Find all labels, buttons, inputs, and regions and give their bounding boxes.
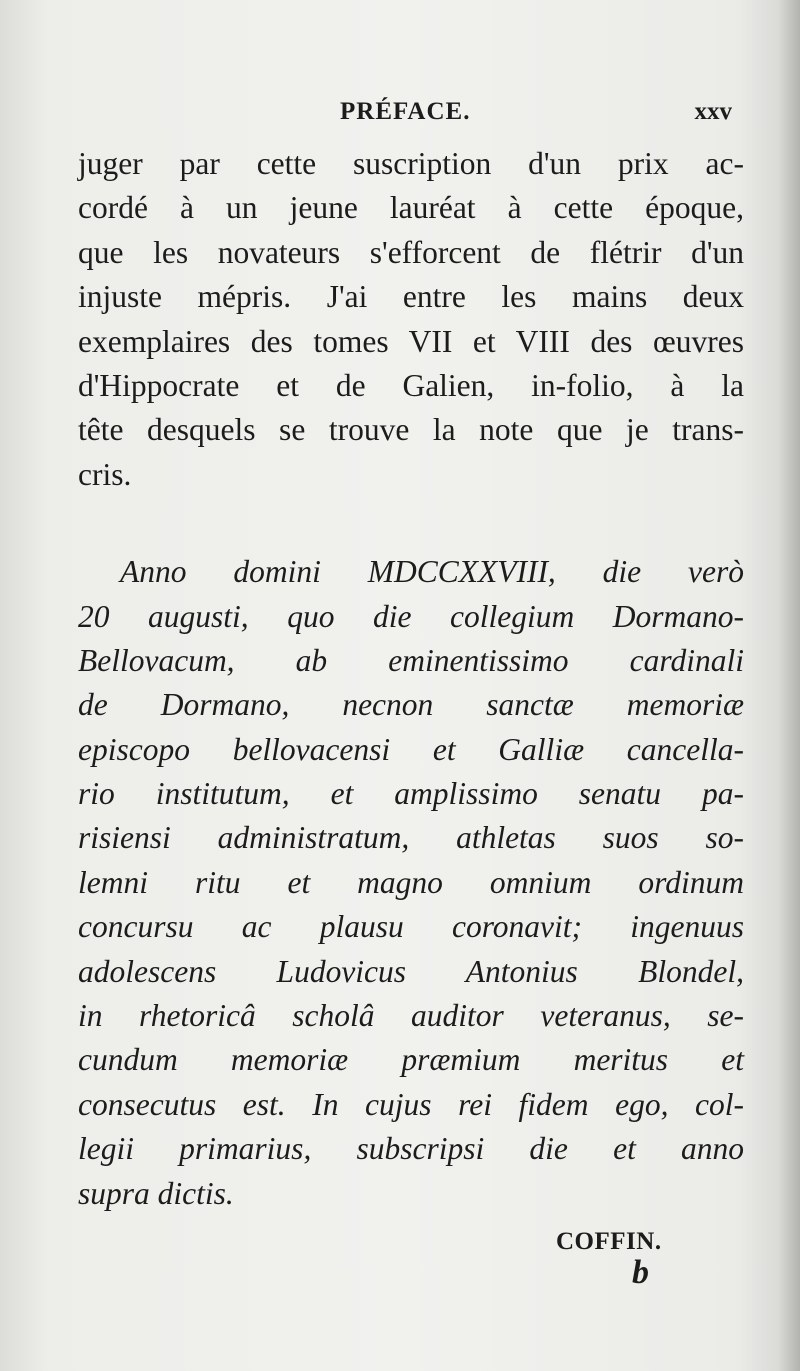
text-line: adolescens Ludovicus Antonius Blondel, (78, 953, 744, 989)
text-line: risiensi administratum, athletas suos so- (78, 820, 744, 856)
paragraph-latin-inscription (78, 550, 744, 1216)
text-line: injuste mépris. J'ai entre les mains deux (78, 279, 744, 315)
text-line: lemni ritu et magno omnium ordinum (78, 864, 744, 900)
text-line: rio institutum, et amplissimo senatu pa- (78, 776, 744, 812)
text-line: Anno domini MDCCXXVIII, die verò (120, 554, 744, 590)
text-line: cundum memoriæ præmium meritus et (78, 1042, 744, 1078)
text-line: cris. (78, 456, 132, 492)
text-line: legii primarius, subscripsi die et anno (78, 1131, 744, 1167)
text-line: juger par cette suscription d'un prix ac- (78, 146, 744, 181)
running-title: PRÉFACE. (340, 98, 471, 125)
page-body (78, 142, 744, 1216)
signature-name: COFFIN. (556, 1228, 662, 1255)
text-line: tête desquels se trouve la note que je trans- (78, 412, 744, 448)
text-line: supra dictis. (78, 1175, 234, 1211)
text-line: d'Hippocrate et de Galien, in-folio, à la (78, 367, 744, 403)
text-line: Bellovacum, ab eminentissimo cardinali (78, 642, 744, 678)
text-line: que les novateurs s'efforcent de flétrir d'un (78, 234, 744, 270)
page-edge-shadow (778, 0, 800, 1371)
text-line: consecutus est. In cujus rei fidem ego, col- (78, 1086, 744, 1122)
paragraph-french (78, 142, 744, 497)
text-line: exemplaires des tomes VII et VIII des œuvres (78, 323, 744, 359)
text-line: episcopo bellovacensi et Galliæ cancella- (78, 731, 744, 767)
signature-mark: b (632, 1254, 649, 1291)
page-header (340, 98, 740, 138)
text-line: in rhetoricâ scholâ auditor veteranus, se- (78, 998, 744, 1034)
page-number: xxv (694, 98, 732, 125)
text-line: cordé à un jeune lauréat à cette époque, (78, 190, 744, 226)
text-line: 20 augusti, quo die collegium Dormano- (78, 598, 744, 634)
text-line: concursu ac plausu coronavit; ingenuus (78, 909, 744, 945)
text-line: de Dormano, necnon sanctæ memoriæ (78, 687, 744, 723)
